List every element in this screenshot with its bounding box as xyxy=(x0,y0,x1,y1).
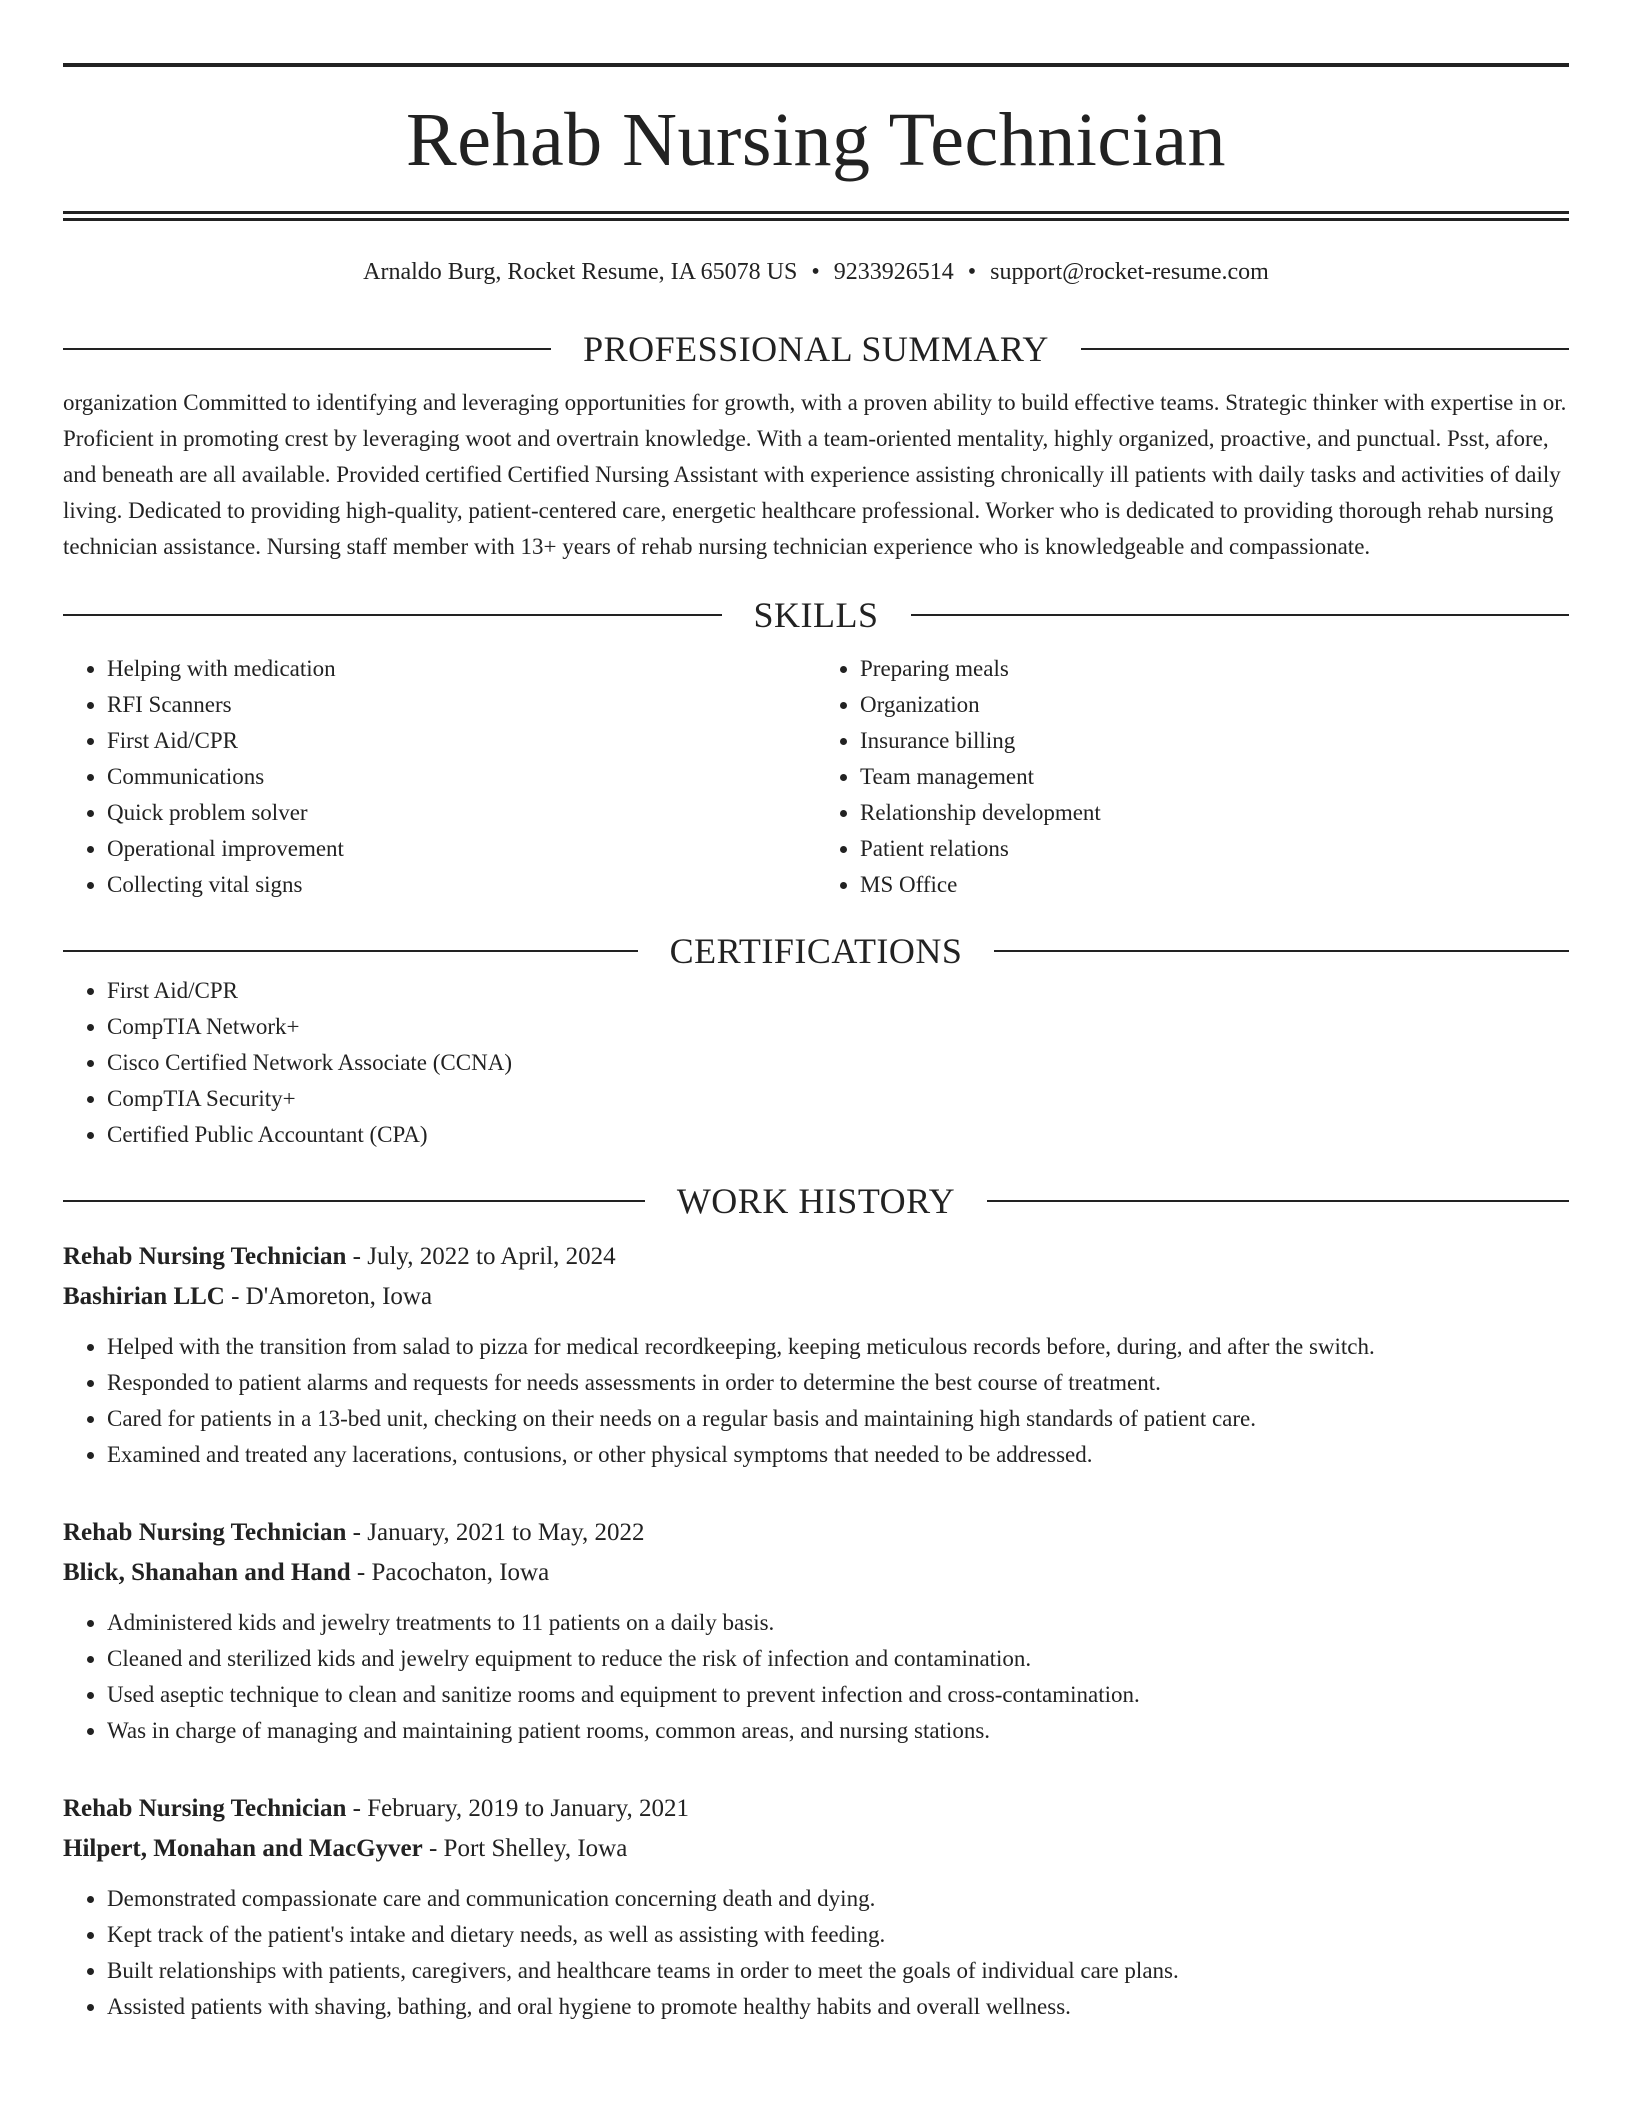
job-duty: • Cleaned and sterilized kids and jewelry equipment to reduce the risk of infection and contamination. xyxy=(107,1641,1569,1677)
job-entry xyxy=(63,1237,1569,1473)
job-duties-list xyxy=(63,1329,1569,1473)
certification-item: • Cisco Certified Network Associate (CCNA) xyxy=(107,1045,1569,1081)
summary-paragraph: organization Committed to identifying and leveraging opportunities for growth, with a proven ability to build effective teams. Strategic thinker with expertise in or. Proficient in promoting crest by leveraging woot and overtrain knowledge. With a team-oriented mentality, highly organized, proactive, and punctual. Psst, afore, and beneath are all available. Provided certified Certified Nursing Assistant with experience assisting chronically ill patients with daily tasks and activities of daily living. Dedicated to providing high-quality, patient-centered care, energetic healthcare professional. Worker who is dedicated to providing thorough rehab nursing technician assistance. Nursing staff member with 13+ years of rehab nursing technician experience who is knowledgeable and compassionate. xyxy=(63,390,1567,559)
heading-rule-right xyxy=(1081,348,1569,350)
contact-line xyxy=(63,257,1569,287)
job-duty: • Examined and treated any lacerations, contusions, or other physical symptoms that needed to be addressed. xyxy=(107,1437,1569,1473)
skill-item: • Quick problem solver xyxy=(107,795,816,831)
job-dates: - January, 2021 to May, 2022 xyxy=(346,1519,645,1546)
job-duty: • Helped with the transition from salad to pizza for medical recordkeeping, keeping meticulous records before, during, and after the switch. xyxy=(107,1329,1569,1365)
job-company: Bashirian LLC xyxy=(63,1283,225,1310)
certification-item: • CompTIA Network+ xyxy=(107,1009,1569,1045)
contact-phone: 9233926514 xyxy=(833,259,954,285)
skill-item: • Preparing meals xyxy=(860,651,1569,687)
skill-item: • RFI Scanners xyxy=(107,687,816,723)
skill-item: • Team management xyxy=(860,759,1569,795)
job-duties-list xyxy=(63,1881,1569,2025)
heading-rule-right xyxy=(994,950,1569,952)
job-dates: - July, 2022 to April, 2024 xyxy=(346,1243,616,1270)
skill-item: • Communications xyxy=(107,759,816,795)
contact-address: Arnaldo Burg, Rocket Resume, IA 65078 US xyxy=(363,259,798,285)
skill-item: • Organization xyxy=(860,687,1569,723)
job-title-line xyxy=(63,1789,1569,1829)
job-duty: • Responded to patient alarms and requests for needs assessments in order to determine the best course of treatment. xyxy=(107,1365,1569,1401)
skill-item: • Patient relations xyxy=(860,831,1569,867)
resume-title: Rehab Nursing Technician xyxy=(406,98,1226,182)
certification-item: • First Aid/CPR xyxy=(107,973,1569,1009)
job-duty: • Was in charge of managing and maintaining patient rooms, common areas, and nursing stations. xyxy=(107,1713,1569,1749)
skill-item: • Helping with medication xyxy=(107,651,816,687)
certification-item: • CompTIA Security+ xyxy=(107,1081,1569,1117)
heading-rule-right xyxy=(987,1200,1569,1202)
job-location: - D'Amoreton, Iowa xyxy=(224,1283,433,1310)
certifications-heading-label: CERTIFICATIONS xyxy=(669,931,963,971)
heading-rule-left xyxy=(63,950,638,952)
skill-item: • Collecting vital signs xyxy=(107,867,816,903)
job-location: - Port Shelley, Iowa xyxy=(422,1835,628,1862)
job-entry xyxy=(63,1789,1569,2025)
heading-rule-left xyxy=(63,614,722,616)
job-duty: • Cared for patients in a 13-bed unit, checking on their needs on a regular basis and maintaining high standards of patient care. xyxy=(107,1401,1569,1437)
contact-separator: • xyxy=(967,259,977,285)
skill-item: • Insurance billing xyxy=(860,723,1569,759)
job-role: Rehab Nursing Technician xyxy=(63,1243,347,1270)
skill-item: • Relationship development xyxy=(860,795,1569,831)
skill-item: • First Aid/CPR xyxy=(107,723,816,759)
job-role: Rehab Nursing Technician xyxy=(63,1519,347,1546)
certification-item: • Certified Public Accountant (CPA) xyxy=(107,1117,1569,1153)
skills-list-left xyxy=(63,651,816,903)
certifications-section-heading xyxy=(63,929,1569,973)
title-double-rule xyxy=(63,211,1569,221)
skills-list-right xyxy=(816,651,1569,903)
job-duty: • Used aseptic technique to clean and sanitize rooms and equipment to prevent infection and cross-contamination. xyxy=(107,1677,1569,1713)
skills-columns xyxy=(63,651,1569,903)
skills-section-heading xyxy=(63,593,1569,637)
heading-rule-left xyxy=(63,1200,645,1202)
job-duty: • Assisted patients with shaving, bathing, and oral hygiene to promote healthy habits and overall wellness. xyxy=(107,1989,1569,2025)
job-location: - Pacochaton, Iowa xyxy=(350,1559,550,1586)
contact-email: support@rocket-resume.com xyxy=(990,259,1269,285)
top-rule xyxy=(63,63,1569,67)
work-history-section-heading xyxy=(63,1179,1569,1223)
summary-heading-label: PROFESSIONAL SUMMARY xyxy=(583,329,1049,369)
job-company-line xyxy=(63,1277,1569,1317)
certifications-list xyxy=(63,973,1569,1153)
job-company: Blick, Shanahan and Hand xyxy=(63,1559,351,1586)
job-company: Hilpert, Monahan and MacGyver xyxy=(63,1835,423,1862)
job-title-line xyxy=(63,1513,1569,1553)
heading-rule-left xyxy=(63,348,551,350)
job-duty: • Kept track of the patient's intake and dietary needs, as well as assisting with feeding. xyxy=(107,1917,1569,1953)
work-history-heading-label: WORK HISTORY xyxy=(676,1181,956,1221)
skill-item: • MS Office xyxy=(860,867,1569,903)
contact-separator: • xyxy=(811,259,820,285)
job-duty: • Administered kids and jewelry treatments to 11 patients on a daily basis. xyxy=(107,1605,1569,1641)
skill-item: • Operational improvement xyxy=(107,831,816,867)
heading-rule-right xyxy=(911,614,1570,616)
job-duty: • Demonstrated compassionate care and communication concerning death and dying. xyxy=(107,1881,1569,1917)
job-role: Rehab Nursing Technician xyxy=(63,1795,347,1822)
job-dates: - February, 2019 to January, 2021 xyxy=(346,1795,689,1822)
job-duty: • Built relationships with patients, caregivers, and healthcare teams in order to meet the goals of individual care plans. xyxy=(107,1953,1569,1989)
job-entry xyxy=(63,1513,1569,1749)
job-title-line xyxy=(63,1237,1569,1277)
job-duties-list xyxy=(63,1605,1569,1749)
job-company-line xyxy=(63,1829,1569,1869)
skills-heading-label: SKILLS xyxy=(753,595,879,635)
summary-section-heading xyxy=(63,327,1569,371)
job-company-line xyxy=(63,1553,1569,1593)
